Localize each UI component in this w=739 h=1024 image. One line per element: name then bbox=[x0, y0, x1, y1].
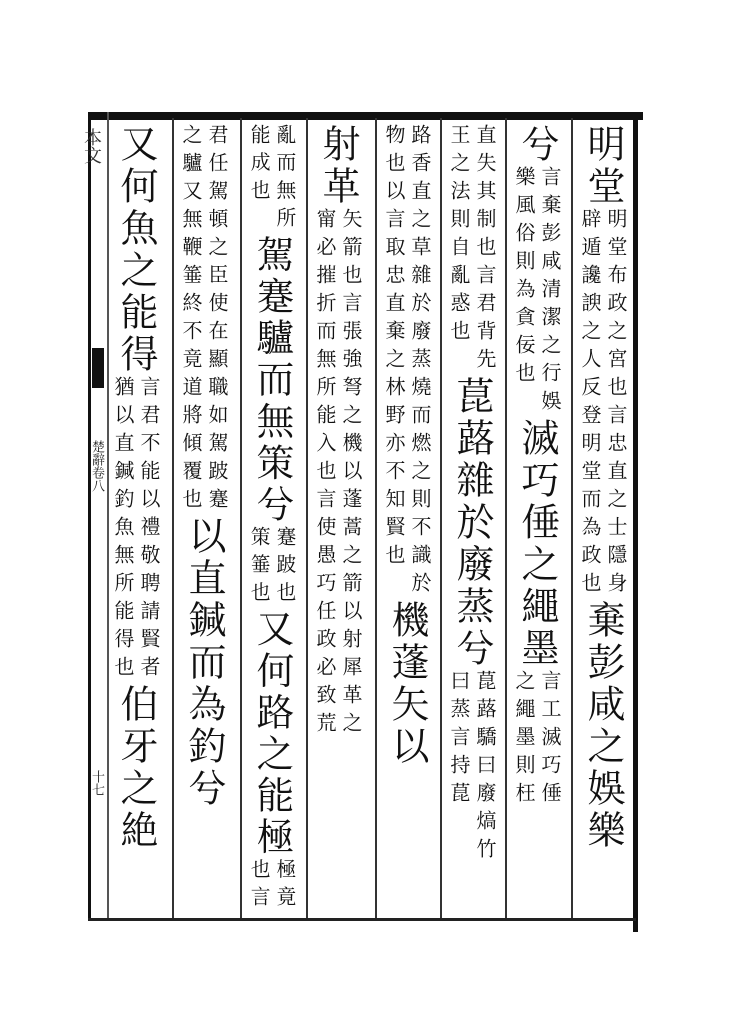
column-stack bbox=[444, 124, 500, 866]
column-divider bbox=[306, 118, 308, 918]
main-text: 駕蹇驢而無策兮 bbox=[250, 234, 294, 526]
column-stack bbox=[108, 124, 164, 852]
commentary-pair bbox=[246, 526, 297, 609]
commentary-right: 言棄彭咸清潔之行娛 bbox=[538, 166, 562, 418]
main-text: 射革 bbox=[316, 124, 360, 208]
commentary-right: 矢箭也言張強弩之機以蓬蒿之箭以射犀革之 bbox=[339, 208, 363, 740]
main-text: 伯牙之絶 bbox=[114, 684, 158, 852]
main-text: 又何魚之能得 bbox=[114, 124, 158, 376]
commentary-left: 曰蒸 bbox=[447, 670, 471, 726]
commentary-left: 樂風俗則為貪佞也 bbox=[512, 166, 536, 390]
column-stack bbox=[575, 124, 631, 852]
commentary-right: 極竟 bbox=[272, 858, 297, 915]
commentary-pair bbox=[446, 726, 498, 866]
text-column-5 bbox=[310, 124, 366, 914]
commentary-right: 直失其制也言君背先 bbox=[473, 124, 497, 376]
commentary-pair bbox=[246, 859, 297, 914]
column-divider bbox=[440, 118, 442, 918]
column-divider bbox=[240, 118, 242, 918]
commentary-left: 能成也 bbox=[247, 124, 272, 208]
column-stack bbox=[244, 124, 299, 914]
margin-title: 楚辭卷八 bbox=[89, 440, 104, 492]
margin-mark: 本文 bbox=[81, 128, 102, 164]
commentary-pair bbox=[110, 376, 162, 684]
commentary-pair bbox=[312, 208, 364, 740]
text-column-6 bbox=[244, 124, 300, 914]
commentary-left: 辟遁讒諛之人反登明堂而為政也 bbox=[578, 208, 602, 600]
fishtail-mark bbox=[92, 348, 104, 388]
commentary-pair bbox=[178, 124, 230, 516]
commentary-left: 之繩墨則枉 bbox=[512, 670, 536, 810]
commentary-left: 也言 bbox=[247, 858, 272, 915]
main-text: 兮 bbox=[515, 124, 559, 166]
text-column-8 bbox=[108, 124, 164, 914]
commentary-pair bbox=[577, 208, 629, 600]
main-text: 以直鍼而為釣兮 bbox=[182, 516, 226, 810]
commentary-right: 菎蕗 bbox=[473, 670, 497, 726]
main-text: 明堂 bbox=[581, 124, 625, 208]
text-column-2 bbox=[509, 124, 565, 914]
commentary-pair bbox=[511, 670, 563, 810]
column-stack bbox=[310, 124, 366, 740]
frame-bottom-border bbox=[88, 918, 636, 921]
commentary-pair bbox=[446, 124, 498, 376]
margin-page-number: 十七 bbox=[89, 770, 104, 796]
commentary-pair bbox=[511, 166, 563, 418]
text-column-4 bbox=[379, 124, 435, 914]
column-stack bbox=[509, 124, 565, 810]
commentary-right: 驕曰廢熇竹 bbox=[473, 726, 497, 866]
commentary-right: 明堂布政之宮也言忠直之士隱身 bbox=[604, 208, 628, 600]
main-text: 棄彭咸之娛樂 bbox=[581, 600, 625, 852]
text-column-7 bbox=[176, 124, 232, 914]
commentary-left: 甯必摧折而無所能入也言使愚巧任政必致荒 bbox=[313, 208, 337, 740]
commentary-left: 言持菎 bbox=[447, 726, 471, 810]
main-text: 菎蕗雜於廢蒸兮 bbox=[450, 376, 494, 670]
column-divider bbox=[172, 118, 174, 918]
commentary-pair bbox=[446, 670, 498, 726]
commentary-right: 亂而無所 bbox=[272, 124, 297, 235]
commentary-left: 猶以直鍼釣魚無所能得也 bbox=[111, 376, 135, 684]
commentary-right: 言君不能以禮敬聘請賢者 bbox=[137, 376, 161, 684]
commentary-right: 蹇跛也 bbox=[272, 525, 297, 610]
commentary-pair bbox=[381, 124, 433, 600]
column-divider bbox=[571, 118, 573, 918]
column-divider bbox=[505, 118, 507, 918]
commentary-left: 策箠也 bbox=[247, 525, 272, 610]
column-stack bbox=[176, 124, 232, 810]
commentary-left: 王之法則自亂惑也 bbox=[447, 124, 471, 348]
commentary-left: 之驢又無鞭箠終不竟道將傾覆也 bbox=[179, 124, 203, 516]
commentary-left: 物也以言取忠直棄之林野亦不知賢也 bbox=[382, 124, 406, 572]
main-text: 機蓬矢以 bbox=[385, 600, 429, 768]
text-column-3 bbox=[444, 124, 500, 914]
commentary-right: 路香直之草雜於廢蒸燒而燃之則不識於 bbox=[408, 124, 432, 600]
main-text: 又何路之能極 bbox=[250, 609, 294, 859]
text-column-1 bbox=[575, 124, 631, 914]
margin-strip bbox=[88, 112, 109, 918]
commentary-pair bbox=[246, 124, 297, 235]
column-divider bbox=[375, 118, 377, 918]
main-text: 滅巧倕之繩墨 bbox=[515, 418, 559, 670]
column-stack bbox=[379, 124, 435, 768]
commentary-right: 君任駕頓之臣使在顯職如駕跛蹇 bbox=[205, 124, 229, 516]
frame-right-border bbox=[633, 112, 638, 932]
commentary-right: 言工滅巧倕 bbox=[538, 670, 562, 810]
